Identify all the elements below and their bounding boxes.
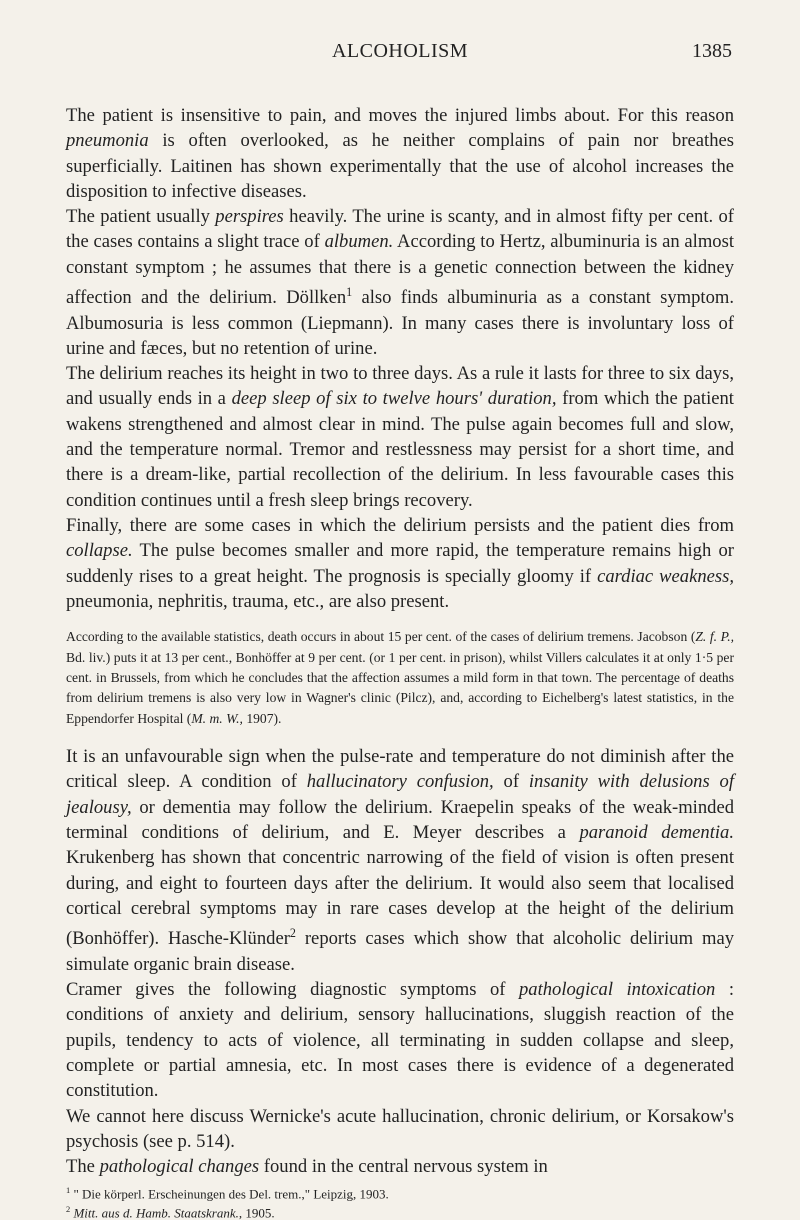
italic-text: Mitt. aus d. Hamb. Staatskrank., xyxy=(73,1205,243,1220)
running-header xyxy=(0,40,800,70)
footnote-marker: 2 xyxy=(66,1203,71,1214)
footnote-1: $^1$ " Die körperl. Erscheinungen des Del. trem.," Leipzig, 1903. xyxy=(66,1185,389,1202)
italic-text: pathological changes xyxy=(99,1156,260,1178)
paragraph: The delirium reaches its height in two to three days. As a rule it lasts for three to six days, and usually ends in a deep sleep of six to twelve hours' duration, from which the patient wakens strengthened and almost clear in mind. The pulse again becomes full and slow, and the temperature normal. Tremor and restlessness may persist for a short time, and there is a dream-like, partial recollection of the delirium. In less favourable cases this condition continues until a fresh sleep brings recovery. xyxy=(66,363,734,511)
italic-text: cardiac weakness, xyxy=(597,565,734,587)
footnote-marker: 2 xyxy=(289,926,296,941)
italic-text: albumen. xyxy=(324,231,394,253)
paragraph: Cramer gives the following diagnostic symptoms of pathological intoxication : conditions of anxiety and delirium, sensory hallucinations, sluggish reaction of the pupils, tendency to acts of violence, all terminating in sudden collapse and sleep, complete or partial amnesia, etc. In most cases there is evidence of a degenerated constitution. xyxy=(66,979,734,1102)
paragraph: The patient usually perspires heavily. The urine is scanty, and in almost fifty per cent. of the cases contains a slight trace of albumen. According to Hertz, albuminuria is an almost constant symptom ; he assumes that there is a genetic connection between the kidney affection and the delirium. Döllken$^1$ also finds albuminuria as a constant symptom. Albumosuria is less common (Liepmann). In many cases there is involuntary loss of urine and fæces, but no retention of urine. xyxy=(66,206,734,359)
italic-text: paranoid dementia. xyxy=(579,822,735,844)
paragraph: The patient is insensitive to pain, and moves the injured limbs about. For this reason pneumonia is often overlooked, as he neither complains of pain nor breathes superficially. Laitinen has shown experimentally that the use of alcohol increases the disposition to infective diseases. xyxy=(66,105,734,202)
page-number: 1385 xyxy=(692,40,732,62)
italic-text: pathological intoxication xyxy=(518,979,716,1001)
paragraph: We cannot here discuss Wernicke's acute hallucination, chronic delirium, or Korsakow's psychosis (see p. 514). xyxy=(66,1105,734,1152)
statistics-note: According to the available statistics, death occurs in about 15 per cent. of the cases of delirium tremens. Jacobson (Z. f. P., Bd. liv.) puts it at 13 per cent., Bonhöffer at 9 per cent. (or 1 per cent. in prison), whilst Villers calculates it at only 1·5 per cent. in Brussels, from which he concludes that the affection assumes a mild form in that town. The percentage of deaths from delirium tremens is also very low in Wagner's clinic (Pilcz), and, according to Eichelberg's latest statistics, in the Eppendorfer Hospital (M. m. W., 1907). xyxy=(66,629,735,726)
footnote-marker: 1 xyxy=(66,1185,71,1196)
italic-text: Z. f. P., xyxy=(695,629,735,645)
italic-text: deep sleep of six to twelve hours' duration, xyxy=(231,388,557,410)
paragraph: Finally, there are some cases in which the delirium persists and the patient dies from collapse. The pulse becomes smaller and more rapid, the temperature remains high or suddenly rises to a great height. The prognosis is specially gloomy if cardiac weakness, pneumonia, nephritis, trauma, etc., are also present. xyxy=(66,514,734,612)
italic-text: insanity with delusions of jealousy, xyxy=(66,771,734,818)
footnote-2: $^2$ Mitt. aus d. Hamb. Staatskrank., 1905. xyxy=(66,1203,275,1220)
italic-text: hallucinatory confusion, xyxy=(306,771,494,793)
running-title: ALCOHOLISM xyxy=(331,40,469,62)
italic-text: M. m. W., xyxy=(191,710,243,726)
italic-text: perspires xyxy=(215,206,284,228)
paragraph: It is an unfavourable sign when the pulse-rate and temperature do not diminish after the critical sleep. A condition of hallucinatory confusion, of insanity with delusions of jealousy, or dementia may follow the delirium. Kraepelin speaks of the weak-minded terminal conditions of delirium, and E. Meyer describes a paranoid dementia. Krukenberg has shown that concentric narrowing of the field of vision is often present during, and eight to fourteen days after the delirium. It would also seem that localised cortical cerebral symptoms may in rare cases develop at the height of the delirium (Bonhöffer). Hasche-Klünder$^2$ reports cases which show that alcoholic delirium may simulate organic brain disease. xyxy=(66,746,735,975)
italic-text: collapse. xyxy=(66,540,133,562)
footnote-marker: 1 xyxy=(346,285,353,300)
paragraph: The pathological changes found in the central nervous system in xyxy=(66,1156,548,1178)
italic-text: pneumonia xyxy=(66,130,149,152)
page-body xyxy=(66,103,734,1220)
